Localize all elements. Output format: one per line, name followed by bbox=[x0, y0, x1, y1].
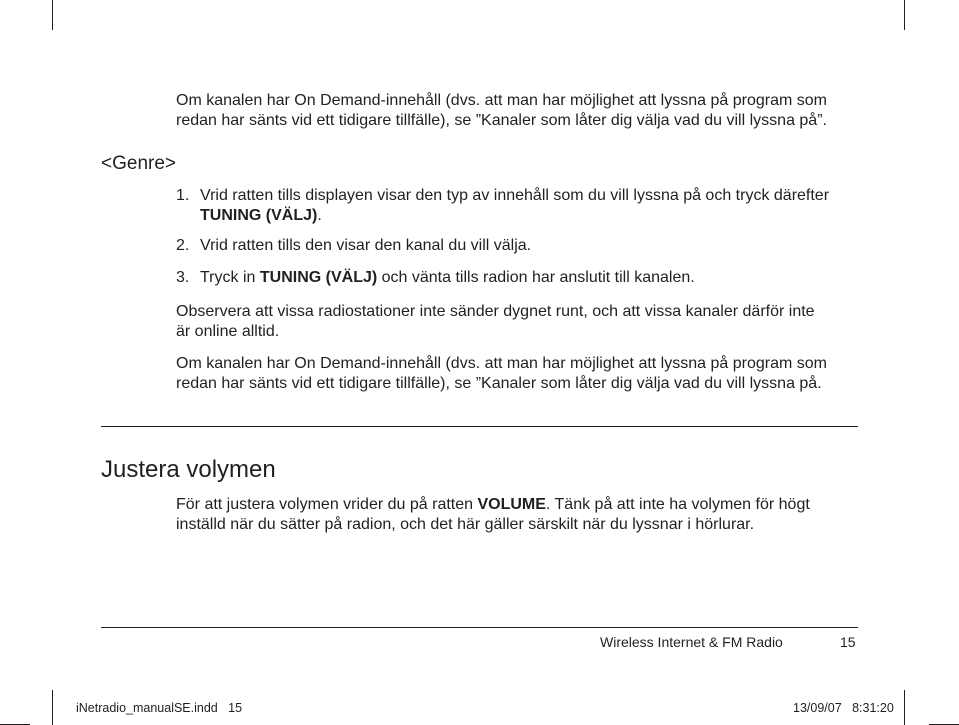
crop-mark-bottom-right-vertical bbox=[904, 690, 905, 725]
tuning-button-label: TUNING (VÄLJ) bbox=[259, 269, 378, 286]
step-text: Vrid ratten tills displayen visar den typ av innehåll som du vill lyssna på och tryck därefter bbox=[200, 187, 830, 204]
slug-file-info: iNetradio_manualSE.indd 15 bbox=[76, 701, 243, 715]
volume-instructions: För att justera volymen vrider du på ratten VOLUME. Tänk på att inte ha volymen för högt inställd när du sätter på radion, och det här gäller särskilt när du lyssnar i hörlurar. bbox=[176, 496, 810, 533]
top-note-line-1: Om kanalen har On Demand-innehåll (dvs. att man har möjlighet att lyssna på program som bbox=[176, 92, 827, 109]
crop-mark-bottom-left-vertical bbox=[52, 690, 53, 725]
step-2 bbox=[176, 236, 531, 256]
volume-button-label: VOLUME bbox=[477, 496, 546, 513]
section-divider bbox=[101, 426, 858, 427]
availability-note: Observera att vissa radiostationer inte sänder dygnet runt, och att vissa kanaler därför inte är online alltid. bbox=[176, 303, 815, 340]
genre-label: <Genre> bbox=[101, 153, 176, 174]
crop-mark-top-right bbox=[904, 0, 905, 30]
slug-timestamp: 13/09/07 8:31:20 bbox=[793, 701, 894, 715]
page-number: 15 bbox=[840, 634, 856, 650]
step-1: 1. Vrid ratten tills displayen visar den typ av innehåll som du vill lyssna på och tryck därefter TUNING (VÄLJ). bbox=[176, 187, 830, 224]
footer-divider bbox=[101, 627, 858, 628]
footer-product-name: Wireless Internet & FM Radio bbox=[600, 634, 783, 650]
top-note bbox=[176, 91, 827, 131]
section-heading-volume: Justera volymen bbox=[101, 456, 276, 483]
step-text: Vrid ratten tills den visar den kanal du vill välja. bbox=[200, 237, 532, 254]
on-demand-note: Om kanalen har On Demand-innehåll (dvs. att man har möjlighet att lyssna på program som redan har sänts vid ett tidigare tillfälle), se ”Kanaler som låter dig välja vad du vill lyssna på. bbox=[176, 355, 827, 392]
tuning-button-label: TUNING (VÄLJ) bbox=[200, 207, 318, 224]
step-3: 3. Tryck in TUNING (VÄLJ) och vänta tills radion har anslutit till kanalen. bbox=[176, 269, 695, 286]
crop-mark-top-left bbox=[52, 0, 53, 30]
step-number: 1. bbox=[176, 187, 190, 204]
top-note-line-2: redan har sänts vid ett tidigare tillfälle), se ”Kanaler som låter dig välja vad du vill lyssna på”. bbox=[176, 112, 827, 129]
step-number: 2. bbox=[176, 237, 190, 254]
step-number: 3. bbox=[176, 269, 190, 286]
